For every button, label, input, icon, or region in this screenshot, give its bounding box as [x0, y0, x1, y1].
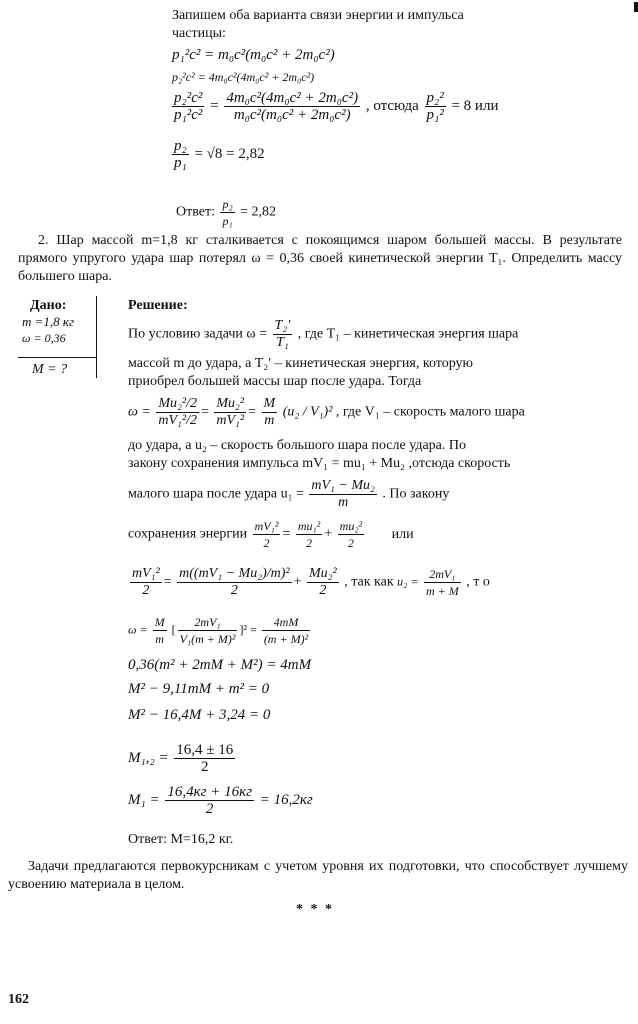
solution-line-5: до удара, а u₂ – скорость большого шара после удара. По — [128, 438, 466, 453]
section-separator: * * * — [296, 902, 334, 917]
intro-line-2: частицы: — [172, 26, 226, 41]
solution-line-9: $\frac{\text{mV₁²}}{2}$ = $\frac{\text{m((mV₁ − Mu₂)/m)²}}{2}$ + $\frac{\text{Mu₂²}}{2}$ , так как u₂ = $\frac{\text{2mV₁}}{m + M}$ , т о — [132, 566, 490, 598]
solution-line-6: закону сохранения импульса mV₁ = mu₁ + Mu₂ ,отсюда скорость — [128, 456, 511, 471]
solution-line-12: M² − 9,11mM + m² = 0 — [128, 681, 270, 697]
solution-title: Решение: — [128, 298, 188, 313]
corner-mark — [634, 2, 638, 12]
solution-line-2: массой m до удара, а T₂′ – кинетическая энергия, которую — [128, 356, 473, 371]
equation-1: p₁²c² = m₀c²(m₀c² + 2m₀c²) — [172, 47, 335, 63]
given-divider-horizontal — [18, 357, 96, 358]
answer-2: Ответ: M=16,2 кг. — [128, 832, 234, 847]
given-omega: ω = 0,36 — [22, 331, 66, 345]
equation-3: $\frac{\text{p₂²c²}}{\text{p₁²c²}}$ = $\frac{\text{4m₀c²(4m₀c² + 2m₀c²)}}{\text{m₀c²(m₀c² + 2m₀c²)}}$ , отсюда $\frac{\text{p₂²}}{\text{p₁²}}$ = 8 или — [174, 90, 499, 123]
solution-line-1: По условию задачи ω = $\frac{\text{T₂′}}{\text{T₁}}$ , где T₁ – кинетическая энергия шара — [128, 318, 519, 350]
solution-line-7: малого шара после удара u₁ = $\frac{\text{mV₁ − Mu₂}}{m}$ . По закону — [128, 478, 450, 510]
find-value: M = ? — [32, 362, 68, 377]
solution-line-13: M² − 16,4M + 3,24 = 0 — [128, 707, 271, 723]
page-number: 162 — [8, 992, 29, 1007]
solution-line-8: сохранения энергии $\frac{\text{mV₁²}}{2}$ = $\frac{\text{mu₁²}}{2}$ + $\frac{\text{mu₂²}}{2}$ или — [128, 519, 414, 550]
solution-line-4: ω = $\frac{\text{Mu₂²/2}}{\text{mV₁²/2}}$ = $\frac{\text{Mu₂²}}{\text{mV₁²}}$ = $\frac{M}{m}$ (u₂ / V₁)² , где V₁ – скорость малого шара — [128, 396, 525, 428]
solution-line-10: ω = $\frac{M}{m}$ [ $\frac{\text{2mV₁}}{\text{V₁(m + M)²}}$ ]² = $\frac{4mM}{\text{(m + M)²}}$ — [128, 615, 309, 646]
problem-2-statement: 2. Шар массой m=1,8 кг сталкивается с покоящимся шаром большей массы. В результате прямого упругого удара шар потерял ω = 0,36 своей кинетической энергии T₁. Определить массу большего шара. — [18, 233, 622, 284]
given-title: Дано: — [30, 298, 67, 313]
given-divider-vertical — [96, 296, 97, 378]
answer-1: Ответ: $\frac{\text{p₂}}{\text{p₁}}$ = 2,82 — [176, 197, 277, 228]
equation-2: p₂²c² = 4m₀c²(4m₀c² + 2m₀c²) — [172, 70, 315, 84]
solution-line-11: 0,36(m² + 2mM + M²) = 4mM — [128, 657, 312, 673]
solution-line-14: M₁,₂ = $\frac{16,4 \pm 16}{2}$ — [128, 742, 234, 775]
equation-4: $\frac{\text{p₂}}{\text{p₁}}$ = √8 = 2,82 — [174, 138, 265, 171]
closing-paragraph: Задачи предлагаются первокурсникам с учетом уровня их подготовки, что способствует лучшему усвоению материала в целом. — [8, 859, 628, 892]
intro-line-1: Запишем оба варианта связи энергии и импульса — [172, 8, 464, 23]
given-mass: m =1,8 кг — [22, 314, 75, 329]
solution-line-15: M₁ = $\frac{16,4кг + 16кг}{2}$ = 16,2кг — [128, 784, 313, 817]
given-block — [18, 296, 96, 378]
solution-line-3: приобрел большей массы шар после удара. Тогда — [128, 374, 422, 389]
